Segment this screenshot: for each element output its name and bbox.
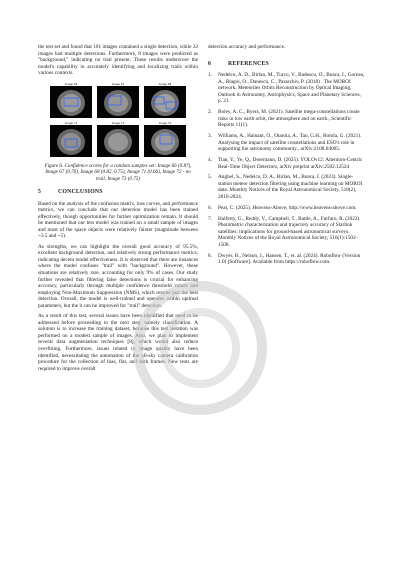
reference-number: 4. — [208, 157, 212, 163]
right-column — [208, 44, 365, 270]
reference-number: 6. — [208, 204, 212, 211]
intro-paragraph: the test set and found that 101 images contained a single detection, while 32 images had multiple detections. Furthermore, 8 images were predicted as "background," indicating no trail present. These results underscore the model's capability in accurately identifying and localizing trails within various contexts. — [38, 44, 198, 77]
reference-item — [208, 157, 365, 170]
reference-number: 1. — [208, 72, 212, 79]
all-sky-image — [144, 86, 186, 118]
section-number: 6 — [208, 60, 212, 67]
figure-thumbnail — [50, 121, 92, 157]
reference-item — [208, 109, 365, 129]
reference-text: Tian, Y., Ye, Q., Doermann, D. (2025). YOLOv12: Attention-Centric Real-Time Object Detectors, arXiv preprint arXiv:2502.12524 — [218, 157, 363, 170]
thumbnail-label: Image 73 — [158, 120, 172, 125]
reference-text: Williams, A., Hainaut, O., Otarola, A., Tan, G.H., Rotola, G. (2021). Analysing the impact of satellite constellations and ESO's role in supporting the astronomy community., arXiv:2108.04005. — [218, 133, 362, 153]
thumbnail-label: Image 72 — [111, 120, 125, 125]
thumbnail-label: Image 71 — [64, 120, 78, 125]
figure-thumbnail — [97, 121, 139, 157]
reference-number: 2. — [208, 109, 212, 116]
all-sky-image — [144, 125, 186, 157]
reference-item — [208, 253, 365, 266]
reference-list — [208, 72, 365, 266]
section-title: REFERENCES — [228, 60, 269, 67]
body-paragraph: Based on the analysis of the confusion matrix, loss curves, and performance metrics, we can conclude that our detection model has been trained effectively, though opportunities for further optimization remain. It should be mentioned that our test model was trained on a small sample of images and most of the space objects were relatively fainter (magnitude between ~3.5 and ~5). — [38, 200, 198, 240]
body-paragraph: As strengths, we can highlight the overall good accuracy of 95.5%, excellent background detection, and relatively strong performance metrics, indicating decent model effectiveness. It is observed that there are instances where the model confuses "trail" with "background". However, these situations are relatively rare, accounting for only 9% of cases. Our study further revealed that filtering false detections is crucial for enhancing accuracy, particularly through multiple confidence threshold values and employing Non-Maximum Suppression (NMS), which retains just the best detection. Overall, the model is well-trained and operates within optimal parameters, but the it can be improved for "trail" detection. — [38, 243, 198, 309]
body-paragraph: As a result of this test, several issues have been identified that need to be addressed before proceeding to the next step, namely classification. A solution is to increase the training dataset, because this test iteration was performed on a modest sample of images. Also, we plan to implement several data augmentation techniques [8], which would also reduce overfitting. Furthermore, issues related to image quality have been identified, necessitating the automation of the all-sky camera calibration procedure for the collection of bias, flat, and dark frames. New tests are required to improve overall — [38, 313, 198, 372]
reference-number: 8. — [208, 252, 212, 259]
thumbnail-label: Image 68 — [158, 81, 172, 86]
reference-text: Nedelcu, A. D., Birlan, M., Turcu, V., Badescu, O., Boaca, I., Gornea, A., Blagoi, O., Danescu, C., Paraschiv, P. (2018) . The MOROI network. Meteorites Orbits Reconstruction by Optical Imaging, Outlook in Astronomy, Astrophysics, Space and Planetary Sciences, p. 21. — [218, 72, 365, 105]
reference-item — [208, 72, 365, 105]
thumbnail-label: Image 67 — [111, 81, 125, 86]
reference-text: Anghel, S., Nedelcu, D. A., Birlan, M., Boaca, I. (2023). Single-station meteor detection filtering using machine learning on MOROI data. Monthly Notices of the Royal Astronomical Society, 518(2), 2810-2824. — [218, 174, 363, 201]
section-heading — [208, 61, 365, 68]
all-sky-image — [50, 86, 92, 118]
figure-thumbnail — [50, 82, 92, 118]
body-paragraph: detection accuracy and performance. — [208, 44, 286, 50]
figure-thumbnail — [144, 82, 186, 118]
reference-number: 3. — [208, 133, 212, 140]
all-sky-image — [97, 125, 139, 157]
figure-6-grid — [50, 82, 186, 157]
section-heading — [38, 189, 198, 196]
reference-item — [208, 205, 365, 212]
reference-text: Boley, A. C., Byers, M. (2021). Satellite mega-constellations create risks in low earth orbit, the atmosphere and on earth., Scientific Reports 11(1). — [218, 109, 360, 129]
section-title: CONCLUSIONS — [58, 188, 103, 195]
left-column — [38, 44, 198, 372]
reference-number: 5. — [208, 174, 212, 181]
all-sky-image — [50, 125, 92, 157]
reference-number: 7. — [208, 215, 212, 222]
section-number: 5 — [38, 188, 42, 195]
reference-item — [208, 174, 365, 200]
reference-item — [208, 133, 365, 153]
all-sky-image — [97, 86, 139, 118]
thumbnail-label: Image 66 — [64, 81, 78, 86]
figure-thumbnail — [144, 121, 186, 157]
figure-thumbnail — [97, 82, 139, 118]
reference-text: Peat, C. (2025). Heavens-Above, http://www.heavens-above.com. — [218, 204, 357, 211]
reference-text: Halferty, G., Reddy, V., Campbell, T., Battle, A., Furfaro, R. (2022). Photometric characterization and trajectory accuracy of Starlink satellites: implications for ground-based astronomical surveys. Monthly Notices of the Royal Astronomical Society, 516(1):1502–1508. — [218, 215, 361, 248]
figure-caption: Figure 6. Confidence scores for a random samples set: Image 66 (0.87), Image 67 (0.76), Image 68 (0.82, 0.75), Image 71 (0.66), Image 72 - no trail, Image 73 (0.75) — [44, 162, 192, 182]
reference-text: Dwyer, B., Nelson, J., Hansen, T., et. al. (2024). Roboflow (Version 1.0) [Software]. Available from https://roboflow.com. — [218, 252, 361, 266]
reference-item — [208, 216, 365, 249]
